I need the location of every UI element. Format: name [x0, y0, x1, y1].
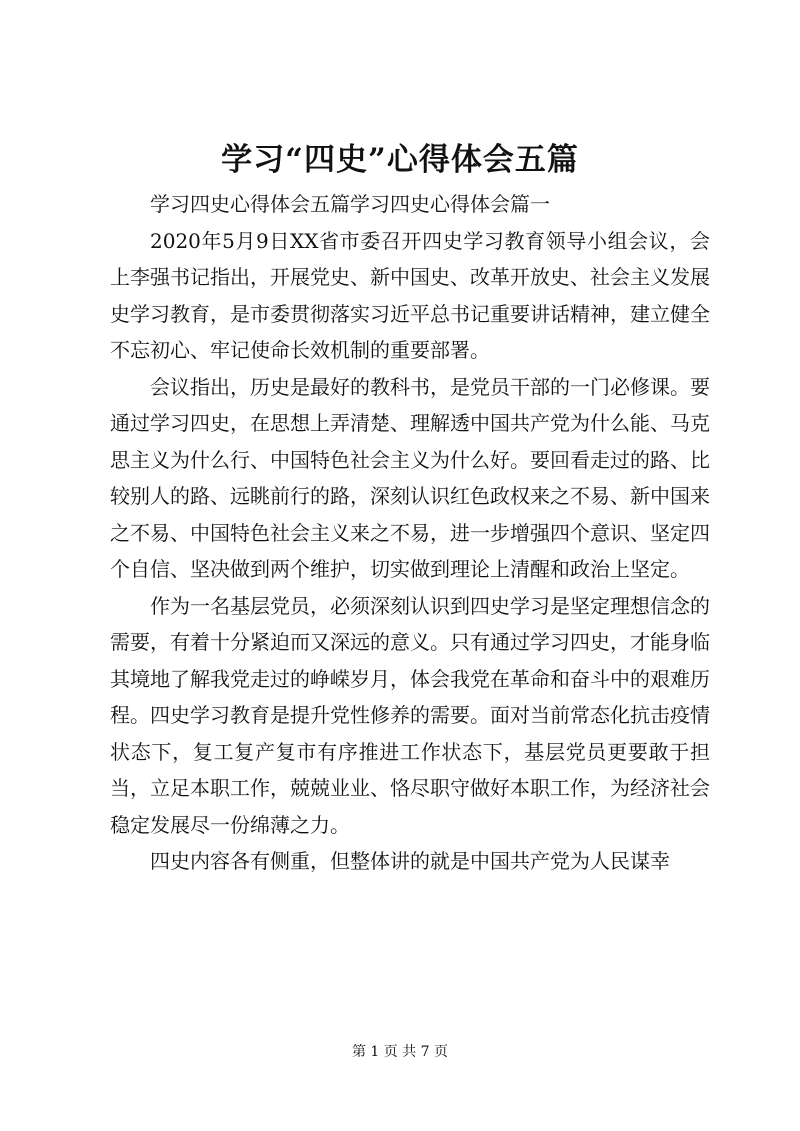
- paragraph: 会议指出，历史是最好的教科书，是党员干部的一门必修课。要通过学习四史，在思想上弄清楚、理解透中国共产党为什么能、马克思主义为什么行、中国特色社会主义为什么好。要回看走过的路、比较别人的路、远眺前行的路，深刻认识红色政权来之不易、新中国来之不易、中国特色社会主义来之不易，进一步增强四个意识、坚定四个自信、坚决做到两个维护，切实做到理论上清醒和政治上坚定。: [110, 374, 710, 581]
- paragraph: 2020年5月9日XX省市委召开四史学习教育领导小组会议，会上李强书记指出，开展党史、新中国史、改革开放史、社会主义发展史学习教育，是市委贯彻落实习近平总书记重要讲话精神，建立健全不忘初心、牢记使命长效机制的重要部署。: [110, 228, 710, 362]
- page-footer: 第 1 页 共 7 页: [351, 1044, 449, 1060]
- document-title: 学习“四史”心得体会五篇: [221, 142, 579, 178]
- paragraph: 作为一名基层党员，必须深刻认识到四史学习是坚定理想信念的需要，有着十分紧迫而又深远的意义。只有通过学习四史，才能身临其境地了解我党走过的峥嵘岁月，体会我党在革命和奋斗中的艰难历程。四史学习教育是提升党性修养的需要。面对当前常态化抗击疫情状态下，复工复产复市有序推进工作状态下，基层党员更要敢于担当，立足本职工作，兢兢业业、恪尽职守做好本职工作，为经济社会稳定发展尽一份绵薄之力。: [110, 593, 710, 837]
- paragraph: 四史内容各有侧重，但整体讲的就是中国共产党为人民谋幸: [150, 849, 670, 873]
- document-body: [110, 186, 710, 880]
- paragraph-subtitle: 学习四史心得体会五篇学习四史心得体会篇一: [150, 192, 550, 216]
